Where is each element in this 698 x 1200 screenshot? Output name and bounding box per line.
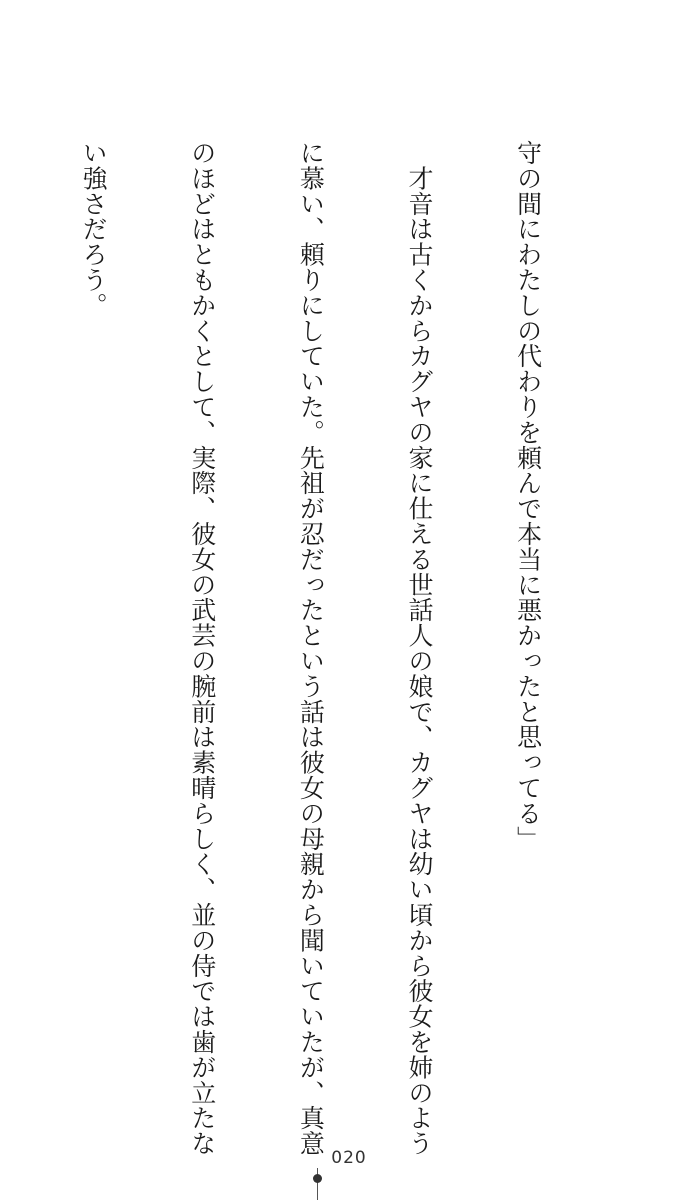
page-marker-line (317, 1168, 318, 1200)
page-number: 020 (331, 1148, 367, 1168)
text-line: のほどはともかくとして、実際、彼女の武芸の腕前は素晴らしく、並の侍では歯が立たな (187, 140, 217, 1156)
text-line: 守の間にわたしの代わりを頼んで本当に悪かったと思ってる」 (513, 140, 543, 852)
text-line: い強さだろう。 (79, 140, 109, 318)
text-line (0, 140, 3, 980)
text-line: 才音は古くからカグヤの家に仕える世話人の娘で、カグヤは幼い頃から彼女を姉のよう (404, 140, 434, 1156)
vertical-text-body (79, 140, 618, 1156)
text-line: に慕い、頼りにしていた。先祖が忍だったという話は彼女の母親から聞いていたが、真意 (296, 140, 326, 1156)
page-marker-dot (313, 1174, 322, 1183)
